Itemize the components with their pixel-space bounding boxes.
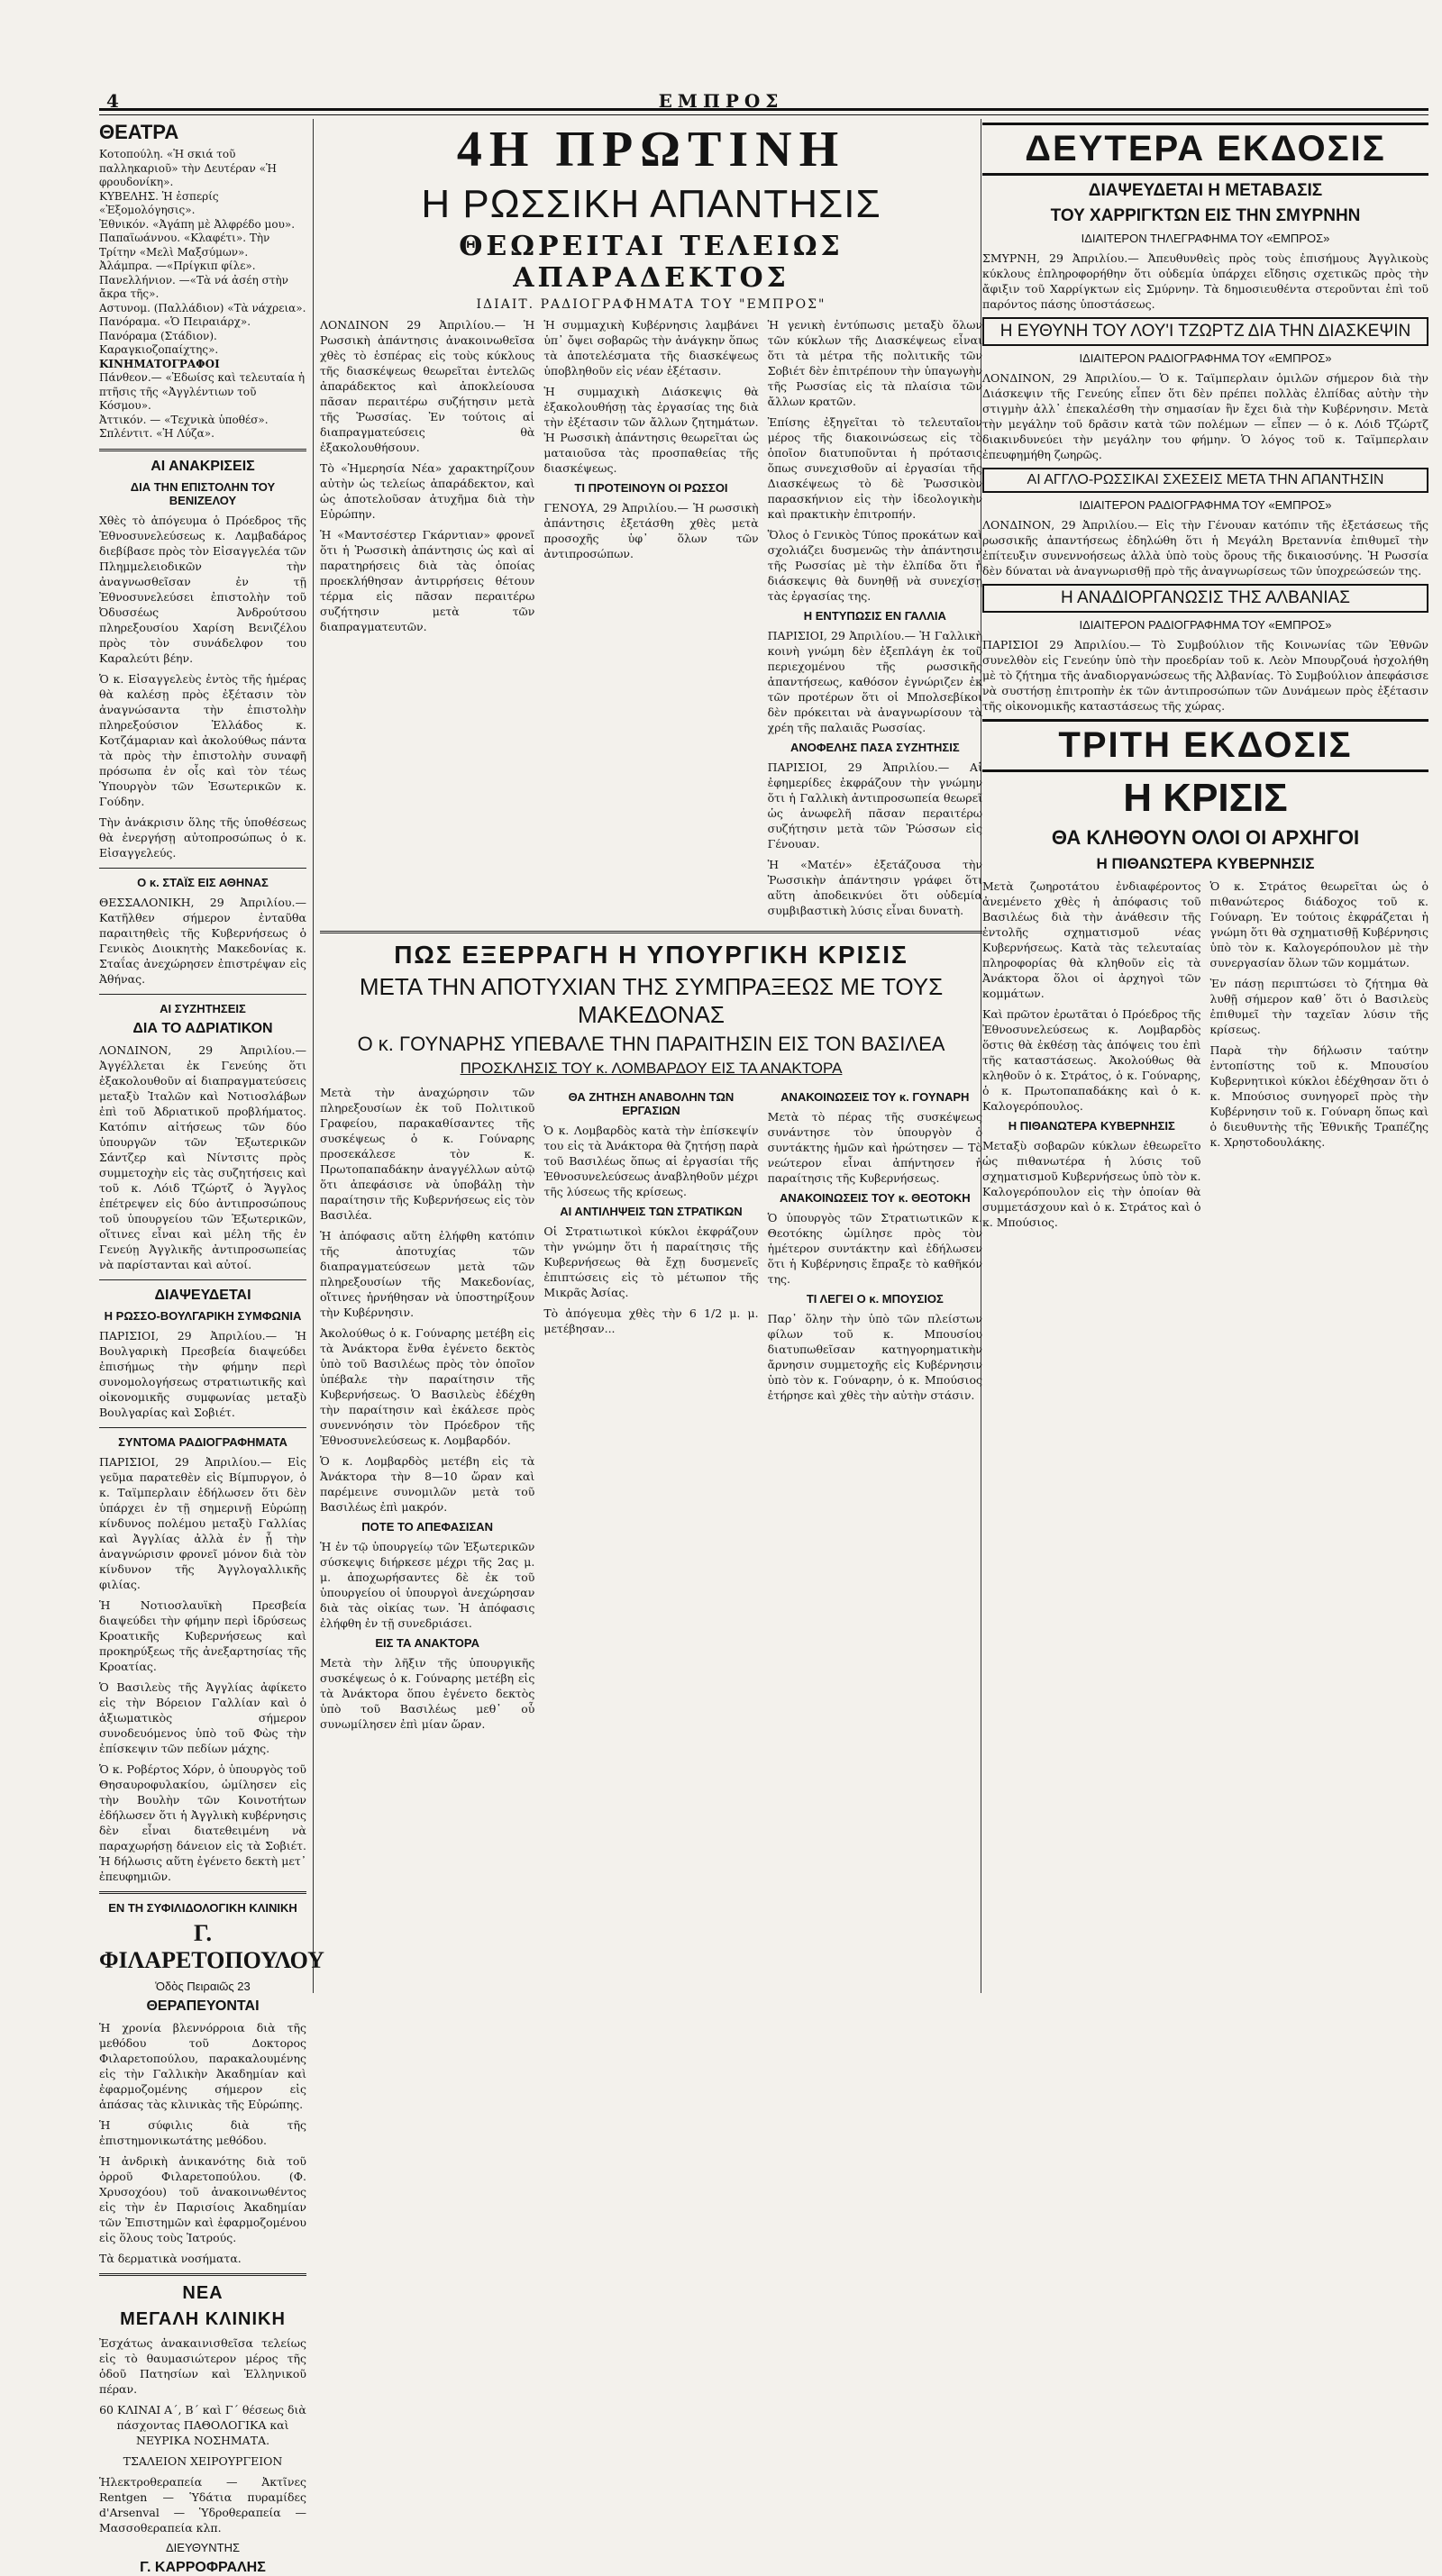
- page-number: 4: [106, 90, 119, 112]
- article-text: Ἡ συμμαχικὴ Διάσκεψις θὰ ἐξακολουθήσῃ τὰς ἐργασίας της διὰ τὴν ἐξέτασιν τῶν ἄλλων ζητημάτων. Ἡ Ρωσσικὴ ἀπάντησις θεωρεῖται ὡς ματαιοῦσα τὰς προσπαθείας τῆς διασκέψεως.: [543, 385, 759, 475]
- article-text: Ὁ Βασιλεὺς τῆς Ἀγγλίας ἀφίκετο εἰς τὴν Βόρειον Γαλλίαν καὶ ὁ ἀξιωματικὸς σήμερον συνοδευόμενος ὑπὸ τοῦ Φὼς τὴν ἐπίσκεψιν τῶν πεδίων μάχης.: [99, 1679, 306, 1755]
- article-text: Ὅλος ὁ Γενικὸς Τύπος προκάτων καὶ σχολιάζει δυσμενῶς τὴν ἀπάντησιν τῆς Ρωσσίας μὲ τὴν ἐλπίδα ὅτι ἡ διάσκεψις θὰ δυνηθῇ νὰ συνεχίσῃ τὰς ἐργασίας της.: [767, 528, 982, 603]
- masthead: ΕΜΠΡΟΣ: [658, 90, 784, 112]
- article-subheading: ΤΟΥ ΧΑΡΡΙΓΚΤΩΝ ΕΙΣ ΤΗΝ ΣΜΥΡΝΗΝ: [1050, 206, 1361, 225]
- ad-title: ΜΕΓΑΛΗ ΚΛΙΝΙΚΗ: [120, 2308, 286, 2329]
- ad-clinic-name: Γ. ΦΙΛΑΡΕΤΟΠΟΥΛΟΥ: [99, 1919, 324, 1973]
- article-subheading: Η ΡΩΣΣΟ-ΒΟΥΛΓΑΡΙΚΗ ΣΥΜΦΩΝΙΑ: [104, 1308, 302, 1323]
- story-column: [543, 317, 758, 924]
- article-text: Μετὰ ζωηροτάτου ἐνδιαφέροντος ἀνεμένετο χθὲς ἡ ἀπόφασις τοῦ Βασιλέως διὰ τὴν ἀνάθεσιν τῆς ἐντολῆς σχηματισμοῦ νέας Κυβερνήσεως. Κατὰ τὰς τελευταίας πληροφορίας θὰ κληθοῦν εἰς τὰ Ἀνάκτορα ὅλοι οἱ ἀρχηγοὶ τῶν κομμάτων.: [982, 879, 1201, 1000]
- article-text: Τὸ ἀπόγευμα χθὲς τὴν 6 1/2 μ. μ. μετέβησαν...: [543, 1306, 759, 1335]
- article-text: Ὁ κ. Στράτος θεωρεῖται ὡς ὁ πιθανώτερος διάδοχος τοῦ κ. Γούναρη. Ἐν τούτοις ἐκφράζεται ἡ γνώμη ὅτι θὰ σχηματισθῇ Κυβέρνησις ὑπὸ τὸν κ. Καλογερόπουλον μὲ τὴν συνεργασίαν ὅλων τῶν κομμάτων.: [1209, 879, 1428, 969]
- article-heading: Η ΕΥΘΥΝΗ ΤΟΥ ΛΟΥ'Ι ΤΖΩΡΤΖ ΔΙΑ ΤΗΝ ΔΙΑΣΚΕΨΙΝ: [982, 317, 1428, 346]
- section-heading: ΤΙ ΠΡΟΤΕΙΝΟΥΝ ΟΙ ΡΩΣΣΟΙ: [574, 481, 728, 495]
- article-text: Ἡ γενικὴ ἐντύπωσις μεταξὺ ὅλων τῶν κύκλων τῆς Διασκέψεως εἶναι ὅτι τὰ μέτρα τῆς πολιτικῆς τῶν Σοβιέτ δὲν ἐπιτρέπουν τὴν ὑπαγωγὴν τῆς Ρωσσίας εἰς τὰ πλαίσια τῶν ἄλλων κρατῶν.: [767, 318, 982, 408]
- ad-subheading: ΘΕΡΑΠΕΥΟΝΤΑΙ: [146, 1998, 260, 2014]
- byline: ΙΔΙΑΙΤΕΡΟΝ ΤΗΛΕΓΡΑΦΗΜΑ ΤΟΥ «ΕΜΠΡΟΣ»: [1081, 232, 1330, 245]
- story-column: [320, 1085, 534, 1737]
- story-columns: [320, 1085, 982, 1737]
- article-heading: ΑΙ ΑΓΓΛΟ-ΡΩΣΣΙΚΑΙ ΣΧΕΣΕΙΣ ΜΕΤΑ ΤΗΝ ΑΠΑΝΤΗΣΙΝ: [982, 468, 1428, 493]
- ad-text: Ἡ χρονία βλεννόρροια διὰ τῆς μεθόδου τοῦ Δοκτορος Φιλαρετοπούλου, παρακαλουμένης εἰς τὴν Γαλλικὴν Ἀκαδημίαν καὶ ἐφαρμοζομένης σήμερον εἰς ἁπάσας τὰς κλινικὰς τῆς Εὐρώπης.: [99, 2020, 306, 2111]
- story-column: [543, 1085, 758, 1737]
- section-heading: Η ΠΙΘΑΝΩΤΕΡΑ ΚΥΒΕΡΝΗΣΙΣ: [1008, 1119, 1175, 1133]
- theatre-line: Κοτοπούλη. «Ἡ σκιά τοῦ παλληκαριοῦ» τὴν Δευτέραν «Ἡ φρουδονίκη».: [99, 148, 277, 188]
- theatre-line: Πάνθεον.— «Ἐδωίσς καὶ τελευταία ἡ πτῆσις τῆς «Ἀγγλέντιων τοῦ Κόσμου».: [99, 371, 306, 412]
- divider: [99, 1891, 306, 1894]
- theatre-line: ΚΥΒΕΛΗΣ. Ἡ ἐσπερίς «Ἐξομολόγησις».: [99, 189, 219, 216]
- article-text: Μετὰ τὴν ἀναχώρησιν τῶν πληρεξουσίων ἐκ τοῦ Πολιτικοῦ Γραφείου, παρακαθίσαντες τῆς συσκέψεως ὁ κ. Γούναρης προσεκάλεσε τὸν κ. Πρωτοπαπαδάκην ἀναγγέλλων αὐτῷ ὅτι ἀπεφάσισε νὰ ὑποβάλῃ τὴν παραίτησιν τῆς Κυβερνήσεως εἰς τὸν Βασιλέα.: [320, 1086, 535, 1222]
- crisis-subheadline: ΜΕΤΑ ΤΗΝ ΑΠΟΤΥΧΙΑΝ ΤΗΣ ΣΥΜΠΡΑΞΕΩΣ ΜΕ ΤΟΥΣ ΜΑΚΕΔΟΝΑΣ: [359, 973, 944, 1028]
- divider: [99, 994, 306, 995]
- article-text: ΠΑΡΙΣΙΟΙ 29 Ἀπριλίου.— Τὸ Συμβούλιον τῆς Κοινωνίας τῶν Ἐθνῶν συνελθὸν εἰς Γενεύην ὑπὸ τὴν προεδρίαν τοῦ κ. Λεὸν Μπουρζουά ἠσχολήθη μὲ τὸ ζήτημα τῆς ἀναδιοργανώσεως τῆς Ἀλβανίας. Τὸ Συμβούλιον ἀπεφάσισε νὰ συστήσῃ ἐπιτροπὴν ἐκ τῶν ἀντιπροσώπων τῶν Δυνάμεων πρὸς ἐξέτασιν τῆς οἰκονομικῆς καταστάσεως τῆς χώρας.: [982, 638, 1428, 713]
- ad-heading: ΝΕΑ: [182, 2282, 224, 2303]
- divider: [99, 1427, 306, 1428]
- article-text: ΛΟΝΔΙΝΟΝ, 29 Ἀπριλίου.— Εἰς τὴν Γένουαν κατόπιν τῆς ἐξετάσεως τῆς ρωσσικῆς ἀπαντήσεως ἐδηλώθη ὅτι ἡ Μεγάλη Βρεταννία ἐπιθυμεῖ τὴν ἐπίτευξιν συνεννοήσεως ἀλλὰ ὑπὸ τοὺς ὅρους τῆς δικαιοσύνης. Ἡ Ρωσσία δὲν δύναται νὰ ἀναγνωρισθῇ πρὸ τῆς ἀναγνωρίσεως τῶν ὑποχρεώσεών της.: [982, 518, 1428, 578]
- article-text: Ἡ «Μαντσέστερ Γκάρντιαν» φρονεῖ ὅτι ἡ Ῥωσσικὴ ἀπάντησις ὡς καὶ αἱ παρατηρήσεις διὰ τὰς ὁποίας προεκλήθησαν ἀντιρρήσεις θέτουν τέρμα εἰς πᾶσαν περαιτέρω συζήτησιν μετὰ τῶν διαπραγματευτῶν.: [320, 528, 535, 633]
- theatre-line: Ἀττικόν. — «Τεχνικὰ ὑποθέσ».: [99, 413, 269, 426]
- article-text: ΛΟΝΔΙΝΟΝ, 29 Ἀπριλίου.— Ὁ κ. Ταϊμπερλαιν ὁμιλῶν σήμερον διὰ τὴν Διάσκεψιν τῆς Γενεύης εἶπεν ὅτι δὲν πρέπει πολλὰς ἐλπίδας αὐτὴν τὴν στιγμὴν ἀλλ᾽ ἐπεκαλέσθη τὴν σημασίαν ἣν ἔχει διὰ τὴν Κυβέρνησιν. Μετὰ τὴν μεγάλην τοῦ δρᾶσιν κατὰ τῶν πολέμων — εἶπεν — ὁ κ. Λόιδ Τζώρτζ διακινδυνεύει τὴν μεγάλην του φήμην. Ὁ λόγος τοῦ κ. Ταϊμπερλαιν ἐπευφημήθη ζωηρῶς.: [982, 371, 1428, 461]
- article-text: ΓΕΝΟΥΑ, 29 Ἀπριλίου.— Ἡ ρωσσικὴ ἀπάντησις ἐξετάσθη χθὲς μετὰ προσοχῆς ὑφ᾽ ὅλων τῶν ἀντιπροσώπων.: [543, 501, 759, 560]
- article-text: Ἡ ἀπόφασις αὕτη ἐλήφθη κατόπιν τῆς ἀποτυχίας τῶν διαπραγματεύσεων μετὰ τῶν πληρεξουσίων τῆς Μακεδονίας, οἵτινες ἠρνήθησαν νὰ ὑποστηρίξουν τὴν Κυβέρνησιν.: [320, 1229, 535, 1319]
- byline: ΙΔΙΑΙΤΕΡΟΝ ΡΑΔΙΟΓΡΑΦΗΜΑ ΤΟΥ «ΕΜΠΡΟΣ»: [1079, 618, 1332, 632]
- article-text: Ἐπίσης ἐξηγεῖται τὸ τελευταῖον μέρος τῆς διακοινώσεως εἰς τὸ ὁποῖον διατυποῦνται ἡ πρότασις ὅπως συνεχισθοῦν αἱ ἐργασίαι τῆς Διασκέψεως τὸ δὲ Ῥωσσικὸν παρασκήνιον εἰς τὴν ἰδεολογικὴν καὶ πρακτικὴν ἐπιτροπήν.: [767, 415, 982, 521]
- ad-address: Ὁδὸς Πειραιῶς 23: [155, 1979, 251, 1993]
- story-column: [768, 317, 982, 924]
- article-text: Παρὰ τὴν δήλωσιν ταύτην ἐντοπίστης τοῦ κ. Μπουσίου Κυβερνητικοὶ κύκλοι ἐδέχθησαν ὅτι ὁ κ. Μπούσιος συνηγορεῖ πρὸς τὴν Κυβέρνησιν τοῦ κ. Γούναρη ὅπως καὶ ὁ διευθυντὴς τῆς Ἐθνικῆς Τραπέζης κ. Χρηστοδουλάκης.: [1209, 1043, 1428, 1149]
- article-text: Οἱ Στρατιωτικοὶ κύκλοι ἐκφράζουν τὴν γνώμην ὅτι ἡ παραίτησις τῆς Κυβερνήσεως θὰ ἔχῃ δυσμενεῖς ἐπιπτώσεις εἰς τὸ μέτωπον τῆς Μικρᾶς Ἀσίας.: [543, 1224, 759, 1299]
- article-heading: Ο κ. ΣΤΑΪΣ ΕΙΣ ΑΘΗΝΑΣ: [137, 875, 269, 889]
- theatre-line: Πανόραμα (Στάδιον). Καραγκιοζοπαίχτης».: [99, 329, 219, 356]
- ad-director-name: Γ. ΚΑΡΡΟΦΡΑΛΗΣ: [140, 2559, 266, 2575]
- section-heading: ΑΝΑΚΟΙΝΩΣΕΙΣ ΤΟΥ κ. ΓΟΥΝΑΡΗ: [780, 1090, 970, 1104]
- section-heading: ΘΑ ΖΗΤΗΣΗ ΑΝΑΒΟΛΗΝ ΤΩΝ ΕΡΓΑΣΙΩΝ: [568, 1090, 735, 1117]
- theatre-heading: ΘΕΑΤΡΑ: [99, 121, 179, 143]
- divider: [99, 1279, 306, 1280]
- byline: ΙΔΙΑΙΤΕΡΟΝ ΡΑΔΙΟΓΡΑΦΗΜΑ ΤΟΥ «ΕΜΠΡΟΣ»: [1079, 351, 1332, 365]
- section-heading: ΤΙ ΛΕΓΕΙ Ο κ. ΜΠΟΥΣΙΟΣ: [806, 1292, 944, 1306]
- story-columns: [982, 878, 1428, 1235]
- article-text: Ὁ κ. Ροβέρτος Χόρν, ὁ ὑπουργὸς τοῦ Θησαυροφυλακίου, ὡμίλησεν εἰς τὴν Βουλὴν τῶν Κοινοτήτων ἐδήλωσεν ὅτι ἡ Ἀγγλικὴ κυβέρνησις δὲν εἶναι διατεθειμένη νὰ παραχωρήσῃ δάνειον εἰς τὰ Σοβιέτ. Ἡ δήλωσις αὕτη ἐγένετο δεκτὴ μετ᾽ ἐπευφημιῶν.: [99, 1761, 306, 1883]
- article-heading: ΔΙΑΨΕΥΔΕΤΑΙ Η ΜΕΤΑΒΑΣΙΣ: [1088, 181, 1323, 200]
- theatre-line: Ἀλάμπρα. —«Πρίγκιπ φίλε».: [99, 259, 256, 272]
- crisis-subheadline: Ο κ. ΓΟΥΝΑΡΗΣ ΥΠΕΒΑΛΕ ΤΗΝ ΠΑΡΑΙΤΗΣΙΝ ΕΙΣ ΤΟΝ ΒΑΣΙΛΕΑ: [357, 1033, 945, 1055]
- article-text: Ἡ «Ματέν» ἐξετάζουσα τὴν Ῥωσσικὴν ἀπάντησιν γράφει ὅτι αὕτη ἀποδεικνύει ὅτι οὐδεμία συμβιβαστικὴ λύσις εἶναι δυνατὴ.: [767, 858, 982, 917]
- ad-text: Ἡ σύφιλις διὰ τῆς ἐπιστημονικωτάτης μεθόδου.: [99, 2117, 306, 2147]
- section-heading: ΑΝΑΚΟΙΝΩΣΕΙΣ ΤΟΥ κ. ΘΕΟΤΟΚΗ: [779, 1191, 971, 1205]
- section-heading: ΠΟΤΕ ΤΟ ΑΠΕΦΑΣΙΣΑΝ: [361, 1520, 494, 1534]
- article-text: ΣΜΥΡΝΗ, 29 Ἀπριλίου.— Ἀπευθυνθεὶς πρὸς τοὺς ἐπισήμους Ἀγγλικοὺς κύκλους ἐπληροφορήθην ὅτι οὐδεμία ὑπάρχει εἴδησις σχετικῶς πρὸς τὴν ἄφιξιν τοῦ Χαρρίγκτων εἰς Σμύρνην. Τὰ δημοσιευθέντα στεροῦνται ἐπὶ τοῦ παρόντος πάσης ὑποστάσεως.: [982, 251, 1428, 311]
- divider: [99, 449, 306, 451]
- article-text: ΠΑΡΙΣΙΟΙ, 29 Ἀπριλίου.— Εἰς γεῦμα παρατεθὲν εἰς Βίμπυργον, ὁ κ. Ταϊμπερλαιν ἐδήλωσεν ὅτι δὲν ὑπάρχει ἐν τῇ σημερινῇ Εὐρώπῃ κίνδυνος πολέμου μεταξὺ Γαλλίας καὶ Ἀγγλίας ἀλλὰ ἐν ᾗ τὴν ἀναγνώρισιν φρονεῖ μόνον διὰ τὸν κίνδυνον τῆς Ἀγγλογαλλικῆς φιλίας.: [99, 1454, 306, 1591]
- article-text: Ἀκολούθως ὁ κ. Γούναρης μετέβη εἰς τὰ Ἀνάκτορα ἔνθα ἐγένετο δεκτὸς ὑπὸ τοῦ Βασιλέως πρὸς τὸν ὁποῖον ὑπέβαλε τὴν παραίτησιν τῆς Κυβερνήσεως. Ὁ Βασιλεὺς ἐδέχθη τὴν παραίτησιν καὶ ἐκάλεσε πρὸς συνεννόησιν τὸν Πρόεδρον τῆς Ἐθνοσυνελεύσεως κ. Λομβαρδόν.: [320, 1326, 535, 1447]
- article-text: Ἐν πάσῃ περιπτώσει τὸ ζήτημα θὰ λυθῇ σήμερον καθ᾽ ὅτι ὁ Βασιλεὺς ἐπιθυμεῖ τὴν ταχεῖαν λύσιν τῆς κρίσεως.: [1209, 977, 1428, 1036]
- theatre-line: Παπαϊωάννου. «Κλαφέτι». Τὴν Τρίτην «Μελὶ Μαξσύμων».: [99, 232, 270, 259]
- article-text: Ὁ κ. Λομβαρδὸς μετέβη εἰς τὰ Ἀνάκτορα τὴν 8—10 ὥραν καὶ παρέμεινε συνομιλῶν μετὰ τοῦ Βασιλέως ἐπὶ μακρόν.: [320, 1454, 535, 1514]
- article-text: ΛΟΝΔΙΝΟΝ 29 Ἀπριλίου.— Ἡ Ρωσσικὴ ἀπάντησις ἀνακοινωθεῖσα χθὲς τὸ ἑσπέρας εἰς τοὺς κύκλους τῆς διασκέψεως θεωρεῖται ἐντελῶς ἀπαράδεκτος καὶ ἀποκλείουσα πᾶσαν περαιτέρω συζήτησιν μετὰ τῆς Ῥωσσίας. Ἐν τούτοις αἱ διαπραγματεύσεις θὰ ἐξακολουθήσουν.: [320, 318, 535, 454]
- article-text: Ὁ κ. Λομβαρδὸς κατὰ τὴν ἐπίσκεψίν του εἰς τὰ Ἀνάκτορα θὰ ζητήσῃ παρὰ τοῦ Βασιλέως ὅπως αἱ ἐργασίαι τῆς Ἐθνοσυνελεύσεως ἀναβληθοῦν μέχρι τῆς λύσεως τῆς κρίσεως.: [543, 1124, 759, 1198]
- article-subheading: ΔΙΑ ΤΗΝ ΕΠΙΣΤΟΛΗΝ ΤΟΥ ΒΕΝΙΖΕΛΟΥ: [130, 479, 276, 507]
- second-edition-banner: ΔΕΥΤΕΡΑ ΕΚΔΟΣΙΣ: [982, 123, 1428, 176]
- section-heading: Η ΕΝΤΥΠΩΣΙΣ ΕΝ ΓΑΛΛΙΑ: [803, 609, 946, 623]
- byline: ΙΔΙΑΙΤ. ΡΑΔΙΟΓΡΑΦΗΜΑΤΑ ΤΟΥ "ΕΜΠΡΟΣ": [476, 297, 826, 312]
- article-text: Μεταξὺ σοβαρῶν κύκλων ἐθεωρεῖτο ὡς πιθανωτέρα ἡ λύσις τοῦ σχηματισμοῦ Κυβερνήσεως ὑπὸ τὸν κ. Καλογερόπουλον εἰς τὴν ὁποίαν θὰ συμμετάσχουν καὶ ὁ κ. Στράτος καὶ ὁ κ. Μπούσιος.: [982, 1139, 1201, 1229]
- main-headline: Η ΡΩΣΣΙΚΗ ΑΠΑΝΤΗΣΙΣ: [421, 182, 881, 226]
- crisis-headline: Η ΚΡΙΣΙΣ: [1123, 776, 1288, 820]
- article-text: ΛΟΝΔΙΝΟΝ, 29 Ἀπριλίου.— Ἀγγέλλεται ἐκ Γενεύης ὅτι ἐξακολουθοῦν αἱ διαπραγματεύσεις μεταξὺ Ἰταλῶν καὶ Νοτιοσλάβων ἐπὶ τοῦ Ἀδριατικοῦ προβλήματος. Κατόπιν αἰτήσεως τῶν δύο ὑπουργῶν τῶν Ἐξωτερικῶν Σάντζερ καὶ Νίντσιτς πρὸς συμμετοχὴν εἰς τὰς συζητήσεις καὶ τοῦ κ. Λόιδ Τζώρτζ ὁ Ἄγγλος ἐπέτρεψεν εἰς δύο ἀντιπροσώπους τοῦ ὑπουργείου τῶν Ἐξωτερικῶν, οἵτινες εἶναι καὶ μέλη τῆς ἐν Γενεύῃ Ἀγγλικῆς ἀντιπροσωπείας νὰ παρίστανται καὶ αὐτοί.: [99, 1042, 306, 1271]
- article-heading: ΑΙ ΑΝΑΚΡΙΣΕΙΣ: [151, 458, 255, 474]
- crisis-headline: ΠΩΣ ΕΞΕΡΡΑΓΗ Η ΥΠΟΥΡΓΙΚΗ ΚΡΙΣΙΣ: [394, 941, 908, 969]
- section-heading: ΕΙΣ ΤΑ ΑΝΑΚΤΟΡΑ: [375, 1636, 479, 1650]
- article-text: Παρ᾽ ὅλην τὴν ὑπὸ τῶν πλείστων φίλων τοῦ κ. Μπουσίου διατυπωθεῖσαν κατηγορηματικὴν ἄρνησιν συμμετοχῆς εἰς Κυβέρνησιν ὑπὸ τὸν κ. Γούναρην, ὁ κ. Μπούσιος ἐτήρησε καὶ χθὲς τὴν αὐτὴν στάσιν.: [767, 1312, 982, 1402]
- divider: [99, 2273, 306, 2276]
- section-heading: ΑΙ ΑΝΤΙΛΗΨΕΙΣ ΤΩΝ ΣΤΡΑΤΙΚΩΝ: [560, 1205, 743, 1218]
- article-text: Ὁ ὑπουργὸς τῶν Στρατιωτικῶν κ. Θεοτόκης ὡμίλησε πρὸς τὸν ἡμέτερον συντάκτην καὶ ἐδήλωσεν ὅτι ἡ Κυβέρνησις ἔπραξε τὸ καθῆκόν της.: [767, 1211, 982, 1286]
- crisis-subheadline: ΠΡΟΣΚΛΗΣΙΣ ΤΟΥ κ. ΛΟΜΒΑΡΔΟΥ ΕΙΣ ΤΑ ΑΝΑΚΤΟΡΑ: [460, 1060, 843, 1077]
- article-text: Ἡ ἐν τῷ ὑπουργείῳ τῶν Ἐξωτερικῶν σύσκεψις διήρκεσε μέχρι τῆς 2ας μ. μ. ἀποχωρήσαντες δὲ ἐκ τοῦ ὑπουργείου οἱ ὑπουργοὶ ἀνεχώρησαν διὰ τὰς οἰκίας των. Ἡ ἀπόφασις ἐλήφθη ἐν τῇ συνεδριάσει.: [320, 1540, 535, 1630]
- article-heading: ΘΑ ΚΛΗΘΟΥΝ ΟΛΟΙ ΟΙ ΑΡΧΗΓΟΙ: [1051, 826, 1360, 849]
- article-text: ΠΑΡΙΣΙΟΙ, 29 Ἀπριλίου.— Ἡ Γαλλικὴ κοινὴ γνώμη δὲν ἐξεπλάγη ἐκ τοῦ περιεχομένου τῆς ρωσσικῆς ἀπαντήσεως, καθόσον ἐγνώριζεν ἐκ τῶν προτέρων ὅτι οἱ Μπολσεβίκοι δὲν πρόκειται νὰ ἀναγνωρίσουν τὰ χρέη τῆς παλαιᾶς Ρωσσίας.: [767, 629, 982, 734]
- article-subheading: Η ΠΙΘΑΝΩΤΕΡΑ ΚΥΒΕΡΝΗΣΙΣ: [1096, 855, 1315, 872]
- center-column: [320, 119, 982, 1993]
- byline: ΙΔΙΑΙΤΕΡΟΝ ΡΑΔΙΟΓΡΑΦΗΜΑ ΤΟΥ «ΕΜΠΡΟΣ»: [1079, 498, 1332, 512]
- article-text: Καὶ πρῶτον ἐρωτᾶται ὁ Πρόεδρος τῆς Ἐθνοσυνελεύσεως κ. Λομβαρδὸς ὅστις θὰ ἐκθέσῃ τὰς ἀπόψεις του ἐπὶ τῆς καταστάσεως. Ἀκολούθως θὰ κληθοῦν ὁ κ. Στράτος, ὁ κ. Γούναρης, ὁ κ. Πρωτοπαπαδάκης καὶ ὁ κ. Καλογερόπουλος.: [982, 1007, 1201, 1113]
- article-text: ΠΑΡΙΣΙΟΙ, 29 Ἀπριλίου.— Αἱ ἐφημερίδες ἐκφράζουν τὴν γνώμην ὅτι ἡ Γαλλικὴ ἀντιπροσωπεία θεωρεῖ ὡς ἀνωφελῆ πᾶσαν περαιτέρω συζήτησιν μετὰ τῶν Ῥώσσων εἰς Γένουαν.: [767, 760, 982, 851]
- divider: [99, 868, 306, 869]
- cinema-heading: ΚΙΝΗΜΑΤΟΓΡΑΦΟΙ: [99, 357, 220, 370]
- theatre-line: Πανελλήνιον. —«Τὰ νά ἀσέη στὴν ἄκρα τῆς».: [99, 273, 288, 300]
- article-subheading: ΔΙΑ ΤΟ ΑΔΡΙΑΤΙΚΟΝ: [132, 1020, 273, 1036]
- story-column: [320, 317, 534, 924]
- ad-text: 60 ΚΛΙΝΑΙ Α΄, Β΄ καὶ Γ΄ θέσεως διὰ πάσχοντας ΠΑΘΟΛΟΓΙΚΑ καὶ ΝΕΥΡΙΚΑ ΝΟΣΗΜΑΤΑ.: [99, 2402, 306, 2447]
- article-heading: ΔΙΑΨΕΥΔΕΤΑΙ: [154, 1287, 251, 1303]
- article-text: Τὸ «Ἡμερησία Νέα» χαρακτηρίζουν αὐτὴν ὡς τελείως ἀπαράδεκτον, καὶ ὡς ἀποτελοῦσαν ἀτυχῆμα διὰ τὴν Εὐρώπην.: [320, 461, 535, 521]
- ad-text: Ἡλεκτροθεραπεία — Ἀκτῖνες Rentgen — Ὑδάτια πυραμίδες d'Arsenval — Ὑδροθεραπεία — Μασσοθεραπεία κλπ.: [99, 2474, 306, 2535]
- theatre-line: Αστυνομ. (Παλλάδιον) «Τὰ νάχρεια».: [99, 301, 306, 314]
- article-text: Μετὰ τὸ πέρας τῆς συσκέψεως συνάντησε τὸν ὑπουργὸν ὁ συντάκτης ἡμῶν καὶ ἠρώτησεν — Τὸ νεώτερον εἶναι ἀπήντησεν ἡ παραίτησις τῆς Κυβερνήσεως.: [767, 1110, 982, 1185]
- ad-text: ΤΣΑΛΕΙΟΝ ΧΕΙΡΟΥΡΓΕΙΟΝ: [123, 2453, 283, 2468]
- ad-text: Ἡ ἀνδρικὴ ἀνικανότης διὰ τοῦ ὀρροῦ Φιλαρετοπούλου. (Φ. Χρυσοχόου) τοῦ ἀνακοινωθέντος εἰς τὴν ἐν Παρισίοις Ἀκαδημίαν τῶν Ἐπιστημῶν καὶ ἐφαρμοζομένου εἰς ὅλους τοὺς Ἰατρούς.: [99, 2153, 306, 2244]
- header-rule: [99, 108, 1428, 115]
- divider: [320, 931, 982, 933]
- ad-director-label: ΔΙΕΥΘΥΝΤΗΣ: [165, 2540, 241, 2554]
- story-columns: [320, 317, 982, 924]
- right-column: [982, 119, 1428, 1993]
- ad-heading: ΕΝ ΤΗ ΣΥΦΙΛΙΔΟΛΟΓΙΚΗ ΚΛΙΝΙΚΗ: [108, 1900, 297, 1915]
- section-heading: ΑΝΟΦΕΛΗΣ ΠΑΣΑ ΣΥΖΗΤΗΣΙΣ: [790, 741, 960, 754]
- edition-banner: 4Η ΠΡΩΤΙΝΗ: [456, 122, 846, 177]
- story-column: [768, 1085, 982, 1737]
- main-subheadline: ΘΕΩΡΕΙΤΑΙ ΤΕΛΕΙΩΣ ΑΠΑΡΑΔΕΚΤΟΣ: [459, 231, 844, 294]
- article-heading: ΣΥΝΤΟΜΑ ΡΑΔΙΟΓΡΑΦΗΜΑΤΑ: [118, 1434, 287, 1449]
- theatre-listings: [99, 148, 306, 441]
- story-column: [982, 878, 1201, 1235]
- theatre-line: Πανόραμα. «Ὁ Πειραιάρχ».: [99, 315, 251, 328]
- article-text: ΘΕΣΣΑΛΟΝΙΚΗ, 29 Ἀπριλίου.— Κατῆλθεν σήμερον ἐνταῦθα παραιτηθεὶς τῆς Κυβερνήσεως ὁ Γενικὸς Διοικητὴς Μακεδονίας κ. Σταΐας ἀνεχώρησεν ἐπιστρέψαν εἰς Ἀθήνας.: [99, 895, 306, 986]
- left-column: [99, 119, 324, 2575]
- article-text: ΠΑΡΙΣΙΟΙ, 29 Ἀπριλίου.— Ἡ Βουλγαρικὴ Πρεσβεία διαψεύδει ἐπισήμως τὴν φήμην περὶ συνομολογήσεως στρατιωτικῆς καὶ οἰκονομικῆς συμφωνίας μεταξὺ Βουλγαρίας καὶ Σοβιέτ.: [99, 1328, 306, 1419]
- third-edition-banner: ΤΡΙΤΗ ΕΚΔΟΣΙΣ: [982, 719, 1428, 772]
- theatre-line: Σπλέντιτ. «Ἡ Λύζα».: [99, 427, 214, 440]
- article-heading: ΑΙ ΣΥΖΗΤΗΣΕΙΣ: [160, 1001, 246, 1015]
- article-text: Χθὲς τὸ ἀπόγευμα ὁ Πρόεδρος τῆς Ἐθνοσυνελεύσεως κ. Λαμβαδάρος διεβίβασε πρὸς τὸν Εἰσαγγελέα τῶν Πλημμελειοδικῶν τὴν ἀναγνωσθεῖσαν ἐν τῇ Ἐθνοσυνελεύσει ἐπιστολὴν τοῦ Ὀδυσσέως Ἀνδρούτσου πληρεξουσίου Χαρίση Βενιζέλου πρὸς τὸν συνάδελφον του Καραλεύτι βέην.: [99, 513, 306, 665]
- theatre-line: Ἐθνικόν. «Ἀγάπη μὲ Ἀλφρέδο μου».: [99, 217, 296, 231]
- article-text: Ἡ συμμαχικὴ Κυβέρνησις λαμβάνει ὑπ᾽ ὄψει σοβαρῶς τὴν ἀνάγκην ὅπως τὰ ἀποτελέσματα τῆς διασκέψεως ὑποβληθοῦν εἰς νέαν ἐξέτασιν.: [543, 318, 759, 378]
- story-column: [1210, 878, 1429, 1235]
- ad-text: Ἐσχάτως ἀνακαινισθεῖσα τελείως εἰς τὸ θαυμασιώτερον μέρος τῆς ὁδοῦ Πατησίων καὶ Ἑλληνικοῦ πέραν.: [99, 2335, 306, 2396]
- column-rule: [313, 119, 314, 1993]
- article-text: Μετὰ τὴν λῆξιν τῆς ὑπουργικῆς συσκέψεως ὁ κ. Γούναρης μετέβη εἰς τὰ Ἀνάκτορα ὅπου ἐγένετο δεκτὸς ὑπὸ τοῦ Βασιλέως μεθ᾽ οὗ συνωμίλησεν ἐπὶ μίαν ὥραν.: [320, 1656, 535, 1731]
- article-text: Ὁ κ. Εἰσαγγελεὺς ἐντὸς τῆς ἡμέρας θὰ καλέσῃ πρὸς ἐξέτασιν τὸν ἀναγνώσαντα τὴν ἐπιστολὴν πληρεξούσιον Ἑλλάδος κ. Κοτζάμαριαν καὶ ἀκολούθως πάντα τὰ πρὸς τὴν ἐπιστολὴν συναφῆ πρόσωπα ἐν οἷς καὶ τὸν τέως Ὑπουργὸν τῶν Ἐσωτερικῶν κ. Γούδην.: [99, 671, 306, 808]
- article-text: Ἡ Νοτιοσλαυϊκὴ Πρεσβεία διαψεύδει τὴν φήμην περὶ ἱδρύσεως Κροατικῆς Κυβερνήσεως καὶ προκηρύξεως τῆς ἀνεξαρτησίας τῆς Κροατίας.: [99, 1597, 306, 1673]
- ad-text: Τὰ δερματικὰ νοσήματα.: [99, 2251, 242, 2265]
- article-heading: Η ΑΝΑΔΙΟΡΓΑΝΩΣΙΣ ΤΗΣ ΑΛΒΑΝΙΑΣ: [982, 584, 1428, 613]
- article-text: Τὴν ἀνάκρισιν ὅλης τῆς ὑποθέσεως θὰ ἐνεργήσῃ αὐτοπροσώπως ὁ κ. Εἰσαγγελεύς.: [99, 815, 306, 860]
